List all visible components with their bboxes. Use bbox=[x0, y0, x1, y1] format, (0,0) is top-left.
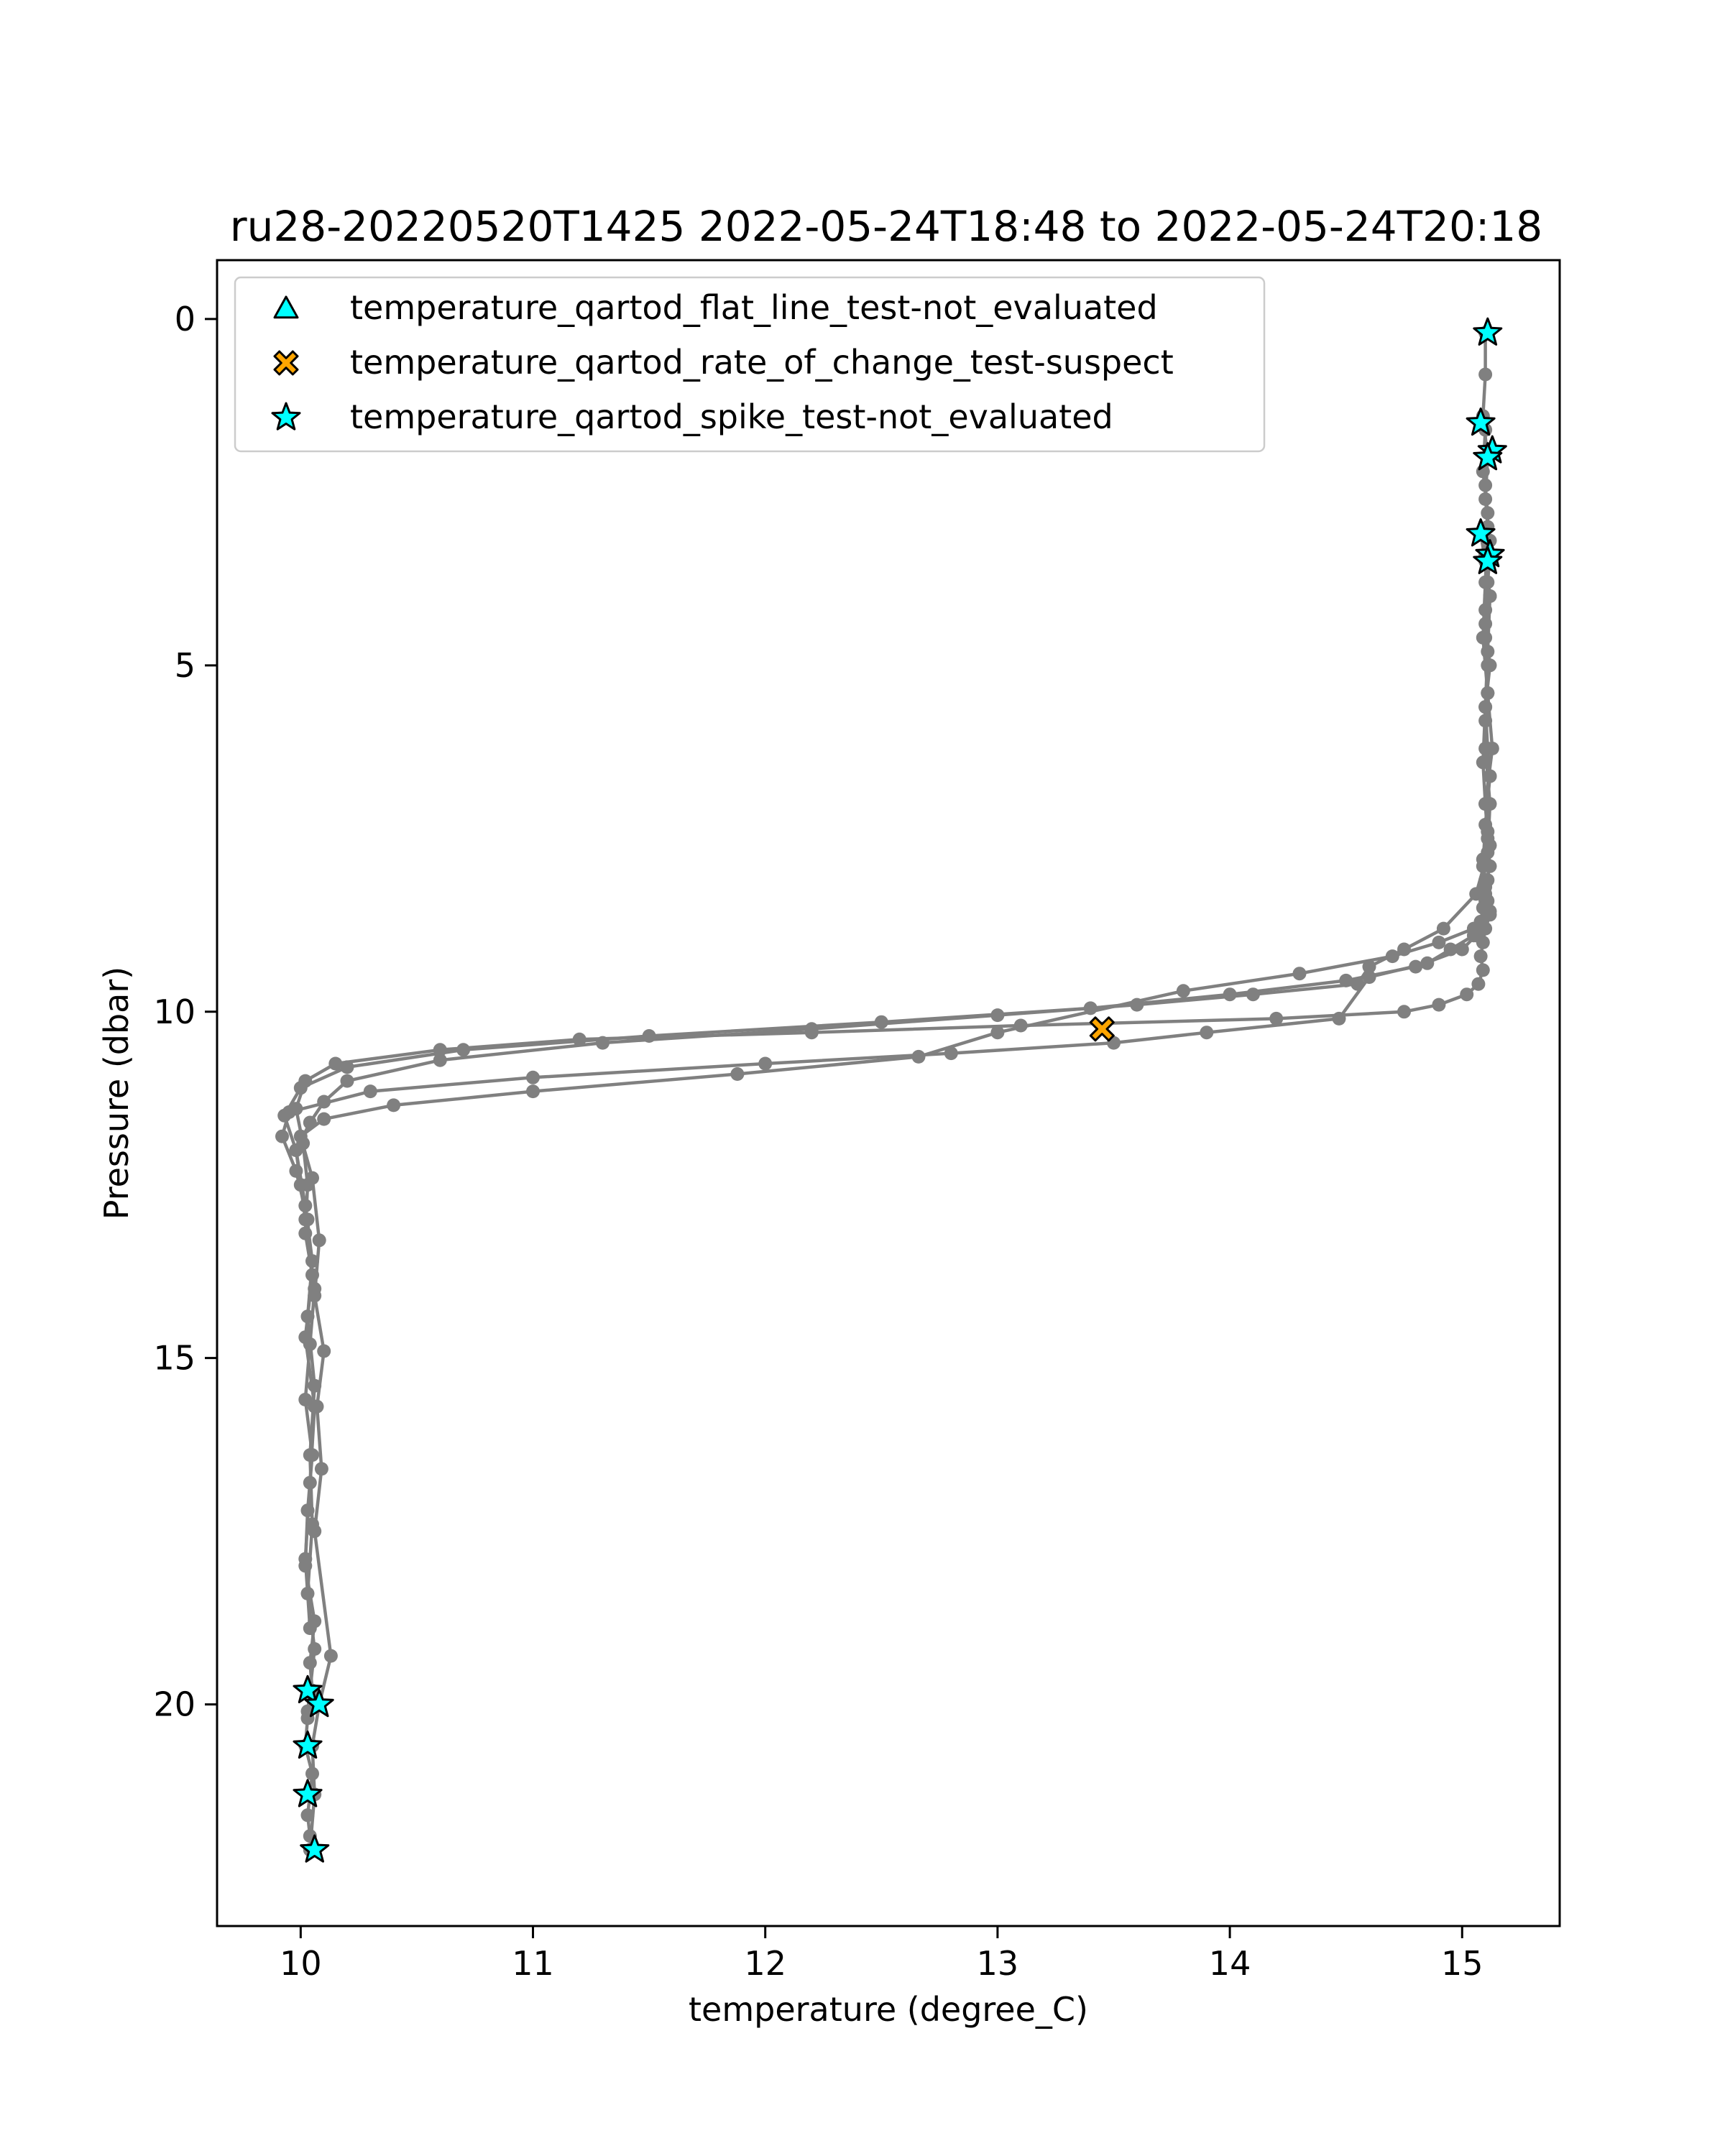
profile-point bbox=[990, 1008, 1004, 1022]
profile-2 bbox=[277, 423, 1496, 1718]
profile-point bbox=[305, 1171, 319, 1185]
y-tick-label: 5 bbox=[174, 645, 196, 685]
x-axis bbox=[280, 1926, 1483, 1983]
profile-point bbox=[1363, 960, 1376, 974]
profile-point bbox=[308, 1289, 321, 1302]
profile-5 bbox=[289, 479, 1496, 1227]
profile-point bbox=[315, 1462, 328, 1475]
y-axis-label: Pressure (dbar) bbox=[97, 966, 136, 1220]
profile-point bbox=[526, 1084, 540, 1098]
profile-point bbox=[1246, 987, 1260, 1001]
profile-point bbox=[1444, 943, 1458, 957]
x-tick-label: 14 bbox=[1208, 1944, 1251, 1983]
profile-line bbox=[285, 430, 1490, 1711]
profile-point bbox=[341, 1074, 354, 1088]
x-tick-label: 13 bbox=[976, 1944, 1019, 1983]
profile-point bbox=[324, 1649, 338, 1663]
y-tick-label: 0 bbox=[174, 299, 196, 338]
profile-point bbox=[1432, 936, 1445, 949]
legend-label-spike: temperature_qartod_spike_test-not_evaluated bbox=[350, 397, 1113, 436]
profile-point bbox=[990, 1026, 1004, 1039]
profile-point bbox=[1397, 1005, 1411, 1018]
profile-point bbox=[730, 1067, 744, 1081]
profile-point bbox=[1481, 686, 1494, 700]
profile-line bbox=[296, 333, 1490, 1850]
profile-point bbox=[456, 1043, 470, 1056]
y-tick-label: 15 bbox=[153, 1338, 196, 1378]
profile-point bbox=[1481, 658, 1494, 672]
x-tick-label: 10 bbox=[280, 1944, 322, 1983]
profile-line bbox=[282, 534, 1493, 1628]
flag-series-3 bbox=[294, 318, 1506, 1861]
profile-point bbox=[298, 1330, 312, 1344]
profile-point bbox=[303, 1116, 317, 1130]
profile-point bbox=[912, 1050, 926, 1064]
profile-3 bbox=[275, 527, 1499, 1635]
profile-point bbox=[275, 1130, 289, 1143]
profile-point bbox=[364, 1084, 377, 1098]
profile-point bbox=[328, 1057, 342, 1071]
profile-point bbox=[1437, 922, 1450, 936]
profile-point bbox=[1478, 368, 1492, 382]
profile-point bbox=[596, 1036, 610, 1050]
y-tick-label: 10 bbox=[153, 992, 196, 1031]
profile-point bbox=[1397, 943, 1411, 957]
profile-point bbox=[1474, 949, 1488, 963]
profile-point bbox=[1469, 887, 1483, 900]
profile-point bbox=[1467, 922, 1481, 936]
profile-line bbox=[300, 555, 1490, 1850]
profile-point bbox=[1460, 987, 1473, 1001]
legend bbox=[235, 277, 1264, 451]
profile-point bbox=[294, 1081, 308, 1095]
profile-point bbox=[341, 1060, 354, 1074]
plot-area bbox=[275, 318, 1506, 1861]
axes-frame bbox=[217, 260, 1560, 1926]
profile-point bbox=[298, 1552, 312, 1566]
profile-point bbox=[298, 1212, 312, 1226]
profile-point bbox=[1200, 1026, 1213, 1039]
profile-1 bbox=[289, 326, 1496, 1857]
profile-line bbox=[296, 485, 1490, 1220]
profile-point bbox=[805, 1022, 819, 1036]
profile-point bbox=[294, 1178, 308, 1192]
profile-point bbox=[303, 1621, 317, 1635]
y-axis bbox=[153, 300, 217, 1724]
profile-point bbox=[526, 1071, 540, 1084]
profile-point bbox=[1293, 967, 1307, 980]
profile-point bbox=[308, 1524, 321, 1538]
spike-flag-marker bbox=[1474, 318, 1501, 344]
profile-point bbox=[1478, 742, 1492, 755]
profile-point bbox=[1484, 770, 1497, 783]
y-tick-label: 20 bbox=[153, 1685, 196, 1724]
profile-point bbox=[758, 1057, 772, 1071]
legend-label-rate-of-change: temperature_qartod_rate_of_change_test-suspect bbox=[350, 343, 1174, 382]
profile-point bbox=[317, 1112, 331, 1126]
profile-point bbox=[1177, 984, 1190, 998]
x-tick-label: 11 bbox=[512, 1944, 554, 1983]
profile-point bbox=[289, 1143, 303, 1157]
profile-point bbox=[1432, 998, 1445, 1012]
profile-point bbox=[433, 1054, 447, 1067]
profile-point bbox=[1478, 479, 1492, 492]
profile-point bbox=[310, 1400, 324, 1414]
profile-point bbox=[317, 1095, 331, 1109]
profile-point bbox=[1476, 631, 1490, 645]
chart-title: ru28-20220520T1425 2022-05-24T18:48 to 2022-05-24T20:18 bbox=[229, 202, 1543, 251]
profile-point bbox=[1333, 1012, 1346, 1026]
profile-point bbox=[1478, 576, 1492, 589]
profile-point bbox=[1223, 987, 1237, 1001]
profile-point bbox=[1471, 977, 1485, 991]
profile-point bbox=[1351, 977, 1364, 991]
profile-4 bbox=[294, 548, 1497, 1856]
profile-point bbox=[1476, 963, 1490, 977]
x-tick-label: 15 bbox=[1440, 1944, 1484, 1983]
profile-point bbox=[1481, 846, 1494, 860]
profile-point bbox=[387, 1098, 400, 1112]
profile-point bbox=[282, 1105, 296, 1119]
profile-point bbox=[313, 1233, 326, 1247]
profile-point bbox=[1420, 957, 1434, 970]
profile-point bbox=[303, 1476, 317, 1490]
profile-point bbox=[1484, 797, 1497, 811]
x-tick-label: 12 bbox=[744, 1944, 786, 1983]
legend-label-flat-line: temperature_qartod_flat_line_test-not_evaluated bbox=[350, 288, 1158, 327]
profile-point bbox=[308, 1642, 321, 1656]
profile-point bbox=[1130, 998, 1144, 1012]
rate-of-change-flag-marker bbox=[1090, 1018, 1113, 1041]
profile-point bbox=[1484, 905, 1497, 918]
x-axis-label: temperature (degree_C) bbox=[689, 1990, 1088, 2029]
profile-point bbox=[317, 1345, 331, 1358]
flag-series-2 bbox=[1090, 1018, 1113, 1041]
